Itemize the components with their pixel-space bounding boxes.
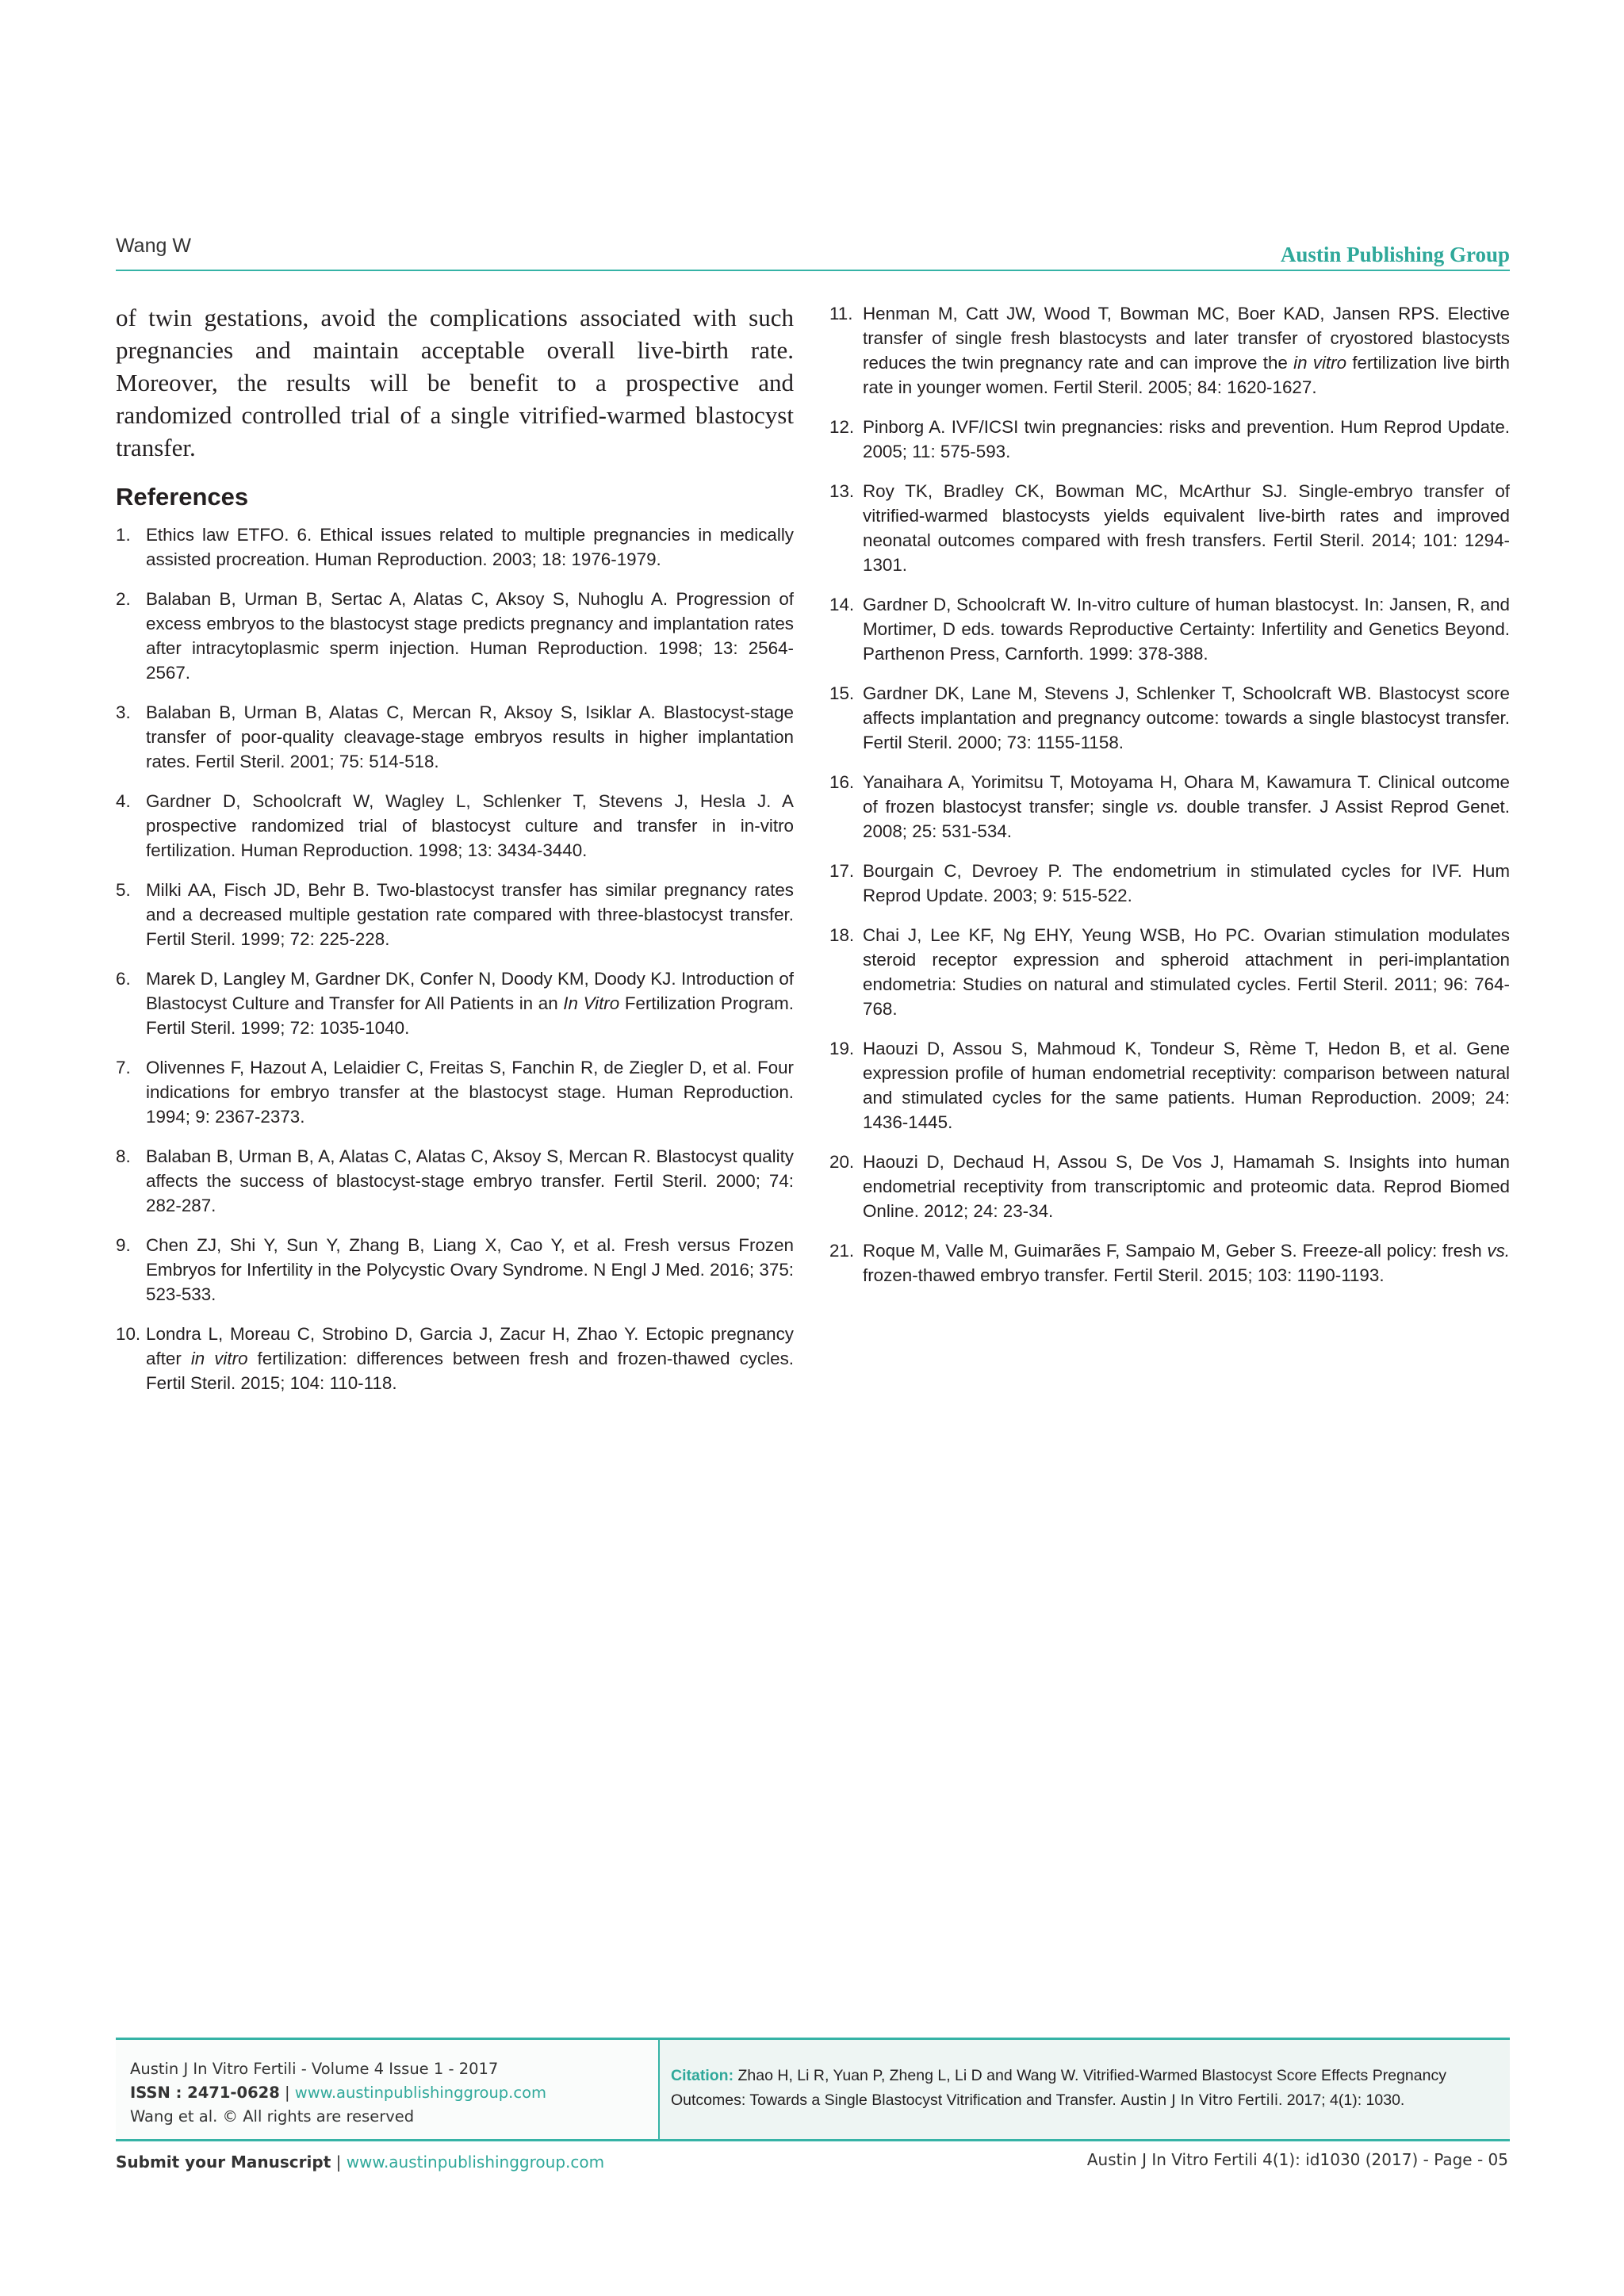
reference-text-part: Yanaihara A, Yorimitsu T, Motoyama H, Ohara M, Kawamura T. Clinical outcome of frozen blastocyst transfer; single [863, 772, 1510, 817]
reference-text-part: fertilization live birth rate in younger women. Fertil Steril. 2005; 84: 1620-1627. [863, 353, 1510, 397]
reference-number: 1. [116, 525, 131, 545]
reference-number: 7. [116, 1058, 131, 1077]
journal-info [116, 2040, 658, 2139]
reference-number: 13. [829, 481, 855, 501]
reference-text: Gardner DK, Lane M, Stevens J, Schlenker T, Schoolcraft WB. Blastocyst score affects implantation and pregnancy outcome: towards a single blastocyst transfer. Fertil Steril. 2000; 73: 1155-1158. [863, 683, 1510, 752]
reference-text: Olivennes F, Hazout A, Lelaidier C, Freitas S, Fanchin R, de Ziegler D, et al. Four indications for embryo transfer at the blastocyst stage. Human Reproduction. 1994; 9: 2367-2373. [146, 1058, 794, 1127]
reference-number: 17. [829, 861, 855, 881]
references-heading: References [116, 483, 249, 511]
right-column [829, 301, 1510, 1303]
reference-item [116, 522, 794, 572]
reference-item [116, 789, 794, 863]
reference-text-part: Fertilization Program. Fertil Steril. 1999; 72: 1035-1040. [146, 993, 795, 1038]
page-number-info: Austin J In Vitro Fertili 4(1): id1030 (2017) - Page - 05 [1086, 2150, 1508, 2169]
reference-italic-term: vs. [1487, 1241, 1510, 1261]
reference-number: 15. [829, 683, 855, 703]
reference-item [116, 1233, 794, 1307]
reference-text-part: Londra L, Moreau C, Strobino D, Garcia J, Zacur H, Zhao Y. Ectopic pregnancy after [146, 1324, 794, 1368]
reference-item [829, 479, 1510, 577]
header-divider [116, 270, 1510, 271]
reference-item [116, 587, 794, 685]
reference-item [116, 1144, 794, 1218]
reference-item [829, 859, 1510, 908]
reference-italic-term: in vitro [1293, 353, 1347, 373]
issn-label: ISSN : 2471-0628 [130, 2084, 280, 2102]
reference-number: 16. [829, 772, 855, 792]
reference-text: Gardner D, Schoolcraft W, Wagley L, Schlenker T, Stevens J, Hesla J. A prospective randomized trial of blastocyst culture and transfer in in-vitro fertilization. Human Reproduction. 1998; 13: 3434-3440. [146, 791, 794, 860]
reference-item [116, 878, 794, 951]
reference-text-part: frozen-thawed embryo transfer. Fertil Steril. 2015; 103: 1190-1193. [863, 1265, 1385, 1285]
reference-number: 2. [116, 589, 131, 609]
reference-number: 19. [829, 1039, 855, 1058]
reference-text: Milki AA, Fisch JD, Behr B. Two-blastocyst transfer has similar pregnancy rates and a decreased multiple gestation rate compared with three-blastocyst transfer. Fertil Steril. 1999; 72: 225-228. [146, 880, 794, 949]
reference-text: Chen ZJ, Shi Y, Sun Y, Zhang B, Liang X, Cao Y, et al. Fresh versus Frozen Embryos for Infertility in the Polycystic Ovary Syndrome. N Engl J Med. 2016; 375: 523-533. [146, 1235, 794, 1304]
reference-text [146, 1322, 794, 1395]
citation-journal: Austin J In Vitro Fertili [1120, 2092, 1278, 2109]
reference-text: Haouzi D, Dechaud H, Assou S, De Vos J, Hamamah S. Insights into human endometrial receptivity from transcriptomic and proteomic data. Reprod Biomed Online. 2012; 24: 23-34. [863, 1152, 1510, 1221]
reference-item [829, 770, 1510, 844]
reference-text: Roy TK, Bradley CK, Bowman MC, McArthur SJ. Single-embryo transfer of vitrified-warmed blastocysts yields equivalent live-birth rates and improved neonatal outcomes compared with fresh transfers. Fertil Steril. 2014; 101: 1294-1301. [863, 481, 1510, 575]
reference-text-part: double transfer. J Assist Reprod Genet. 2008; 25: 531-534. [863, 797, 1510, 841]
reference-text-part: Roque M, Valle M, Guimarães F, Sampaio M, Geber S. Freeze-all policy: fresh [863, 1241, 1488, 1261]
reference-text: Gardner D, Schoolcraft W. In-vitro culture of human blastocyst. In: Jansen, R, and Mortimer, D eds. towards Reproductive Certainty: Infertility and Genetics Beyond. Parthenon Press, Carnforth. 1999: 378-388. [863, 595, 1510, 664]
reference-number: 3. [116, 702, 131, 722]
reference-text [146, 966, 794, 1040]
journal-website-link[interactable]: www.austinpublishinggroup.com [294, 2084, 547, 2102]
reference-number: 18. [829, 925, 855, 945]
reference-list-left [116, 522, 794, 1395]
citation-tail: . 2017; 4(1): 1030. [1277, 2091, 1405, 2109]
reference-number: 10. [116, 1324, 141, 1344]
reference-text [863, 1238, 1510, 1288]
reference-item [116, 1322, 794, 1395]
reference-item [829, 1150, 1510, 1223]
left-column [116, 301, 794, 1410]
copyright-line: Wang et al. © All rights are reserved [130, 2107, 415, 2126]
reference-item [829, 923, 1510, 1021]
citation-text: Zhao H, Li R, Yuan P, Zheng L, Li D and Wang W. Vitrified-Warmed Blastocyst Score Effects Pregnancy Outcomes: Towards a Single Blastocyst Vitrification and Transfer. [671, 2067, 1446, 2109]
issn-line [130, 2081, 658, 2105]
reference-text [863, 770, 1510, 844]
body-paragraph: of twin gestations, avoid the complications associated with such pregnancies and maintain acceptable overall live-birth rate. Moreover, the results will be benefit to a prospective and randomized controlled trial of a single vitrified-warmed blastocyst transfer. [116, 304, 794, 461]
reference-text-part: fertilization: differences between fresh and frozen-thawed cycles. Fertil Steril. 2015; 104: 110-118. [146, 1349, 794, 1393]
reference-text: Chai J, Lee KF, Ng EHY, Yeung WSB, Ho PC. Ovarian stimulation modulates steroid receptor expression and spheroid attachment in peri-implantation endometria: Studies on natural and stimulated cycles. Fertil Steril. 2011; 96: 764-768. [863, 925, 1510, 1019]
reference-italic-term: In Vitro [563, 993, 620, 1013]
reference-item [116, 1055, 794, 1129]
reference-number: 6. [116, 969, 131, 989]
reference-number: 20. [829, 1152, 855, 1172]
journal-volume-line: Austin J In Vitro Fertili - Volume 4 Issue 1 - 2017 [130, 2060, 499, 2078]
footer-info-box [116, 2038, 1510, 2141]
reference-text: Bourgain C, Devroey P. The endometrium in stimulated cycles for IVF. Hum Reprod Update. 2003; 9: 515-522. [863, 861, 1510, 905]
reference-text-part: Henman M, Catt JW, Wood T, Bowman MC, Boer KAD, Jansen RPS. Elective transfer of single fresh blastocysts and later transfer of cryostored blastocysts reduces the twin pregnancy rate and can improve the [863, 304, 1510, 373]
reference-text: Balaban B, Urman B, Sertac A, Alatas C, Aksoy S, Nuhoglu A. Progression of excess embryos to the blastocyst stage predicts pregnancy and implantation rates after intracytoplasmic sperm injection. Human Reproduction. 1998; 13: 2564-2567. [146, 589, 794, 683]
citation-label: Citation: [671, 2067, 734, 2084]
citation-block [660, 2040, 1510, 2139]
reference-text: Balaban B, Urman B, A, Alatas C, Alatas C, Aksoy S, Mercan R. Blastocyst quality affects the success of blastocyst-stage embryo transfer. Fertil Steril. 2000; 74: 282-287. [146, 1146, 794, 1215]
submit-website-link[interactable]: www.austinpublishinggroup.com [346, 2152, 605, 2172]
submit-label: Submit your Manuscript [116, 2152, 331, 2172]
submit-separator: | [331, 2152, 347, 2172]
reference-item [829, 415, 1510, 464]
reference-item [829, 1238, 1510, 1288]
reference-text [863, 301, 1510, 400]
publisher-name: Austin Publishing Group [1280, 243, 1510, 266]
reference-item [829, 681, 1510, 755]
reference-number: 9. [116, 1235, 131, 1255]
reference-text: Pinborg A. IVF/ICSI twin pregnancies: risks and prevention. Hum Reprod Update. 2005; 11: 575-593. [863, 417, 1510, 461]
reference-italic-term: in vitro [190, 1349, 248, 1368]
reference-item [829, 301, 1510, 400]
reference-text-part: Marek D, Langley M, Gardner DK, Confer N, Doody KM, Doody KJ. Introduction of Blastocyst Culture and Transfer for All Patients in an [146, 969, 794, 1013]
reference-text: Balaban B, Urman B, Alatas C, Mercan R, Aksoy S, Isiklar A. Blastocyst-stage transfer of poor-quality cleavage-stage embryos results in higher implantation rates. Fertil Steril. 2001; 75: 514-518. [146, 702, 794, 771]
reference-item [829, 1036, 1510, 1135]
issn-separator: | [279, 2084, 295, 2102]
reference-list-right [829, 301, 1510, 1288]
reference-number: 5. [116, 880, 131, 900]
reference-item [116, 966, 794, 1040]
reference-number: 8. [116, 1146, 131, 1166]
reference-text: Haouzi D, Assou S, Mahmoud K, Tondeur S, Rème T, Hedon B, et al. Gene expression profile of human endometrial receptivity: comparison between natural and stimulated cycles for the same patients. Human Reproduction. 2009; 24: 1436-1445. [863, 1039, 1510, 1132]
submit-manuscript-line [116, 2152, 604, 2172]
reference-number: 11. [829, 304, 853, 323]
running-header-author: Wang W [116, 235, 191, 257]
reference-number: 4. [116, 791, 131, 811]
reference-number: 14. [829, 595, 855, 614]
reference-number: 21. [829, 1241, 855, 1261]
reference-number: 12. [829, 417, 855, 437]
reference-italic-term: vs. [1156, 797, 1179, 817]
reference-item [116, 700, 794, 774]
reference-item [829, 592, 1510, 666]
reference-text: Ethics law ETFO. 6. Ethical issues related to multiple pregnancies in medically assisted procreation. Human Reproduction. 2003; 18: 1976-1979. [146, 525, 794, 569]
